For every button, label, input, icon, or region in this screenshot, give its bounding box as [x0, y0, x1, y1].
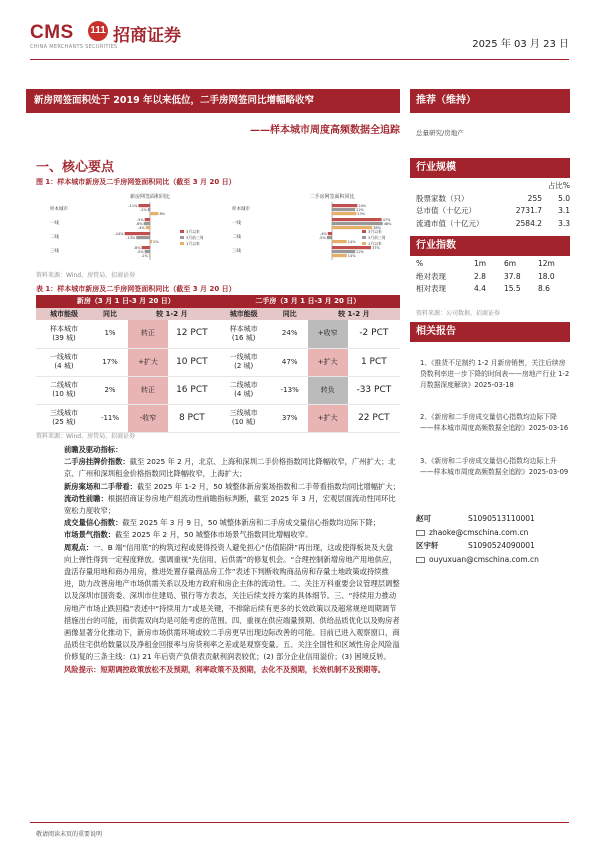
- yoy-cell: 47%: [281, 357, 298, 366]
- data-label: 48%: [383, 222, 392, 226]
- col-change: 较 1-2 月: [338, 309, 370, 318]
- change-tag: +扩大: [308, 404, 348, 432]
- data-label: -2%: [140, 208, 147, 212]
- figure-source: 资料来源：Wind、房管局、招商证券: [36, 272, 136, 279]
- bar: [144, 222, 150, 225]
- city-cell: 三线城市 (10 城): [229, 409, 258, 426]
- pct-cell: -2 PCT: [359, 328, 389, 339]
- legend-label: 3月以来: [368, 229, 382, 234]
- section-title: 一、核心要点: [36, 160, 115, 175]
- bar: [148, 208, 150, 211]
- category-label: 二线: [50, 235, 59, 240]
- table-row: [416, 193, 570, 206]
- bar: [145, 250, 150, 253]
- bar: [136, 236, 150, 239]
- bar: [332, 208, 355, 211]
- header-divider: [30, 59, 569, 60]
- para-text: 根据招商证券房地产组流动性前瞻指标判断，截至 2025 年 3 月，宏观层面流动性同环比宽松力度收窄；: [64, 493, 396, 516]
- change-tag: +收窄: [308, 320, 348, 348]
- legend-swatch: [180, 236, 184, 239]
- industry-index-table: [416, 258, 570, 296]
- legend-swatch: [362, 236, 366, 239]
- legend-label: 1月以来: [368, 241, 382, 246]
- bar-chart-svg: [36, 190, 400, 264]
- bar: [332, 204, 357, 207]
- yoy-cell: 17%: [102, 357, 118, 366]
- legend-label: 3月前三周: [186, 235, 204, 240]
- para-text: 截至 2025 年 2 月，北京、上海和深圳二手价格指数同比降幅收窄，广州扩大；北京、广州和深圳租金价格指数同比降幅收窄，上海扩大；: [64, 457, 396, 479]
- para-text: 一、B 端“信用底”的构筑过程或使得投资人避免担心“估值陷阱”再出现，这或使得板块及大盘向上弹性得到一定程度释放。强调重视“先信用、后供需”的修复机会。“合理控制新增房地产用地供应，盘活存量用地和商办用房，推进处置存量商品房工作”表述下判断收购商品房和存量土地政策或持续推进，助力改善房地产市场供需关系以及地方政府和房企主体的流动性。二、关注万科重要会议管理层调整以及深圳市国资委、深圳市住建局、银行等方表态，关注后续支持方案的具体细节。三、“持续用力推动房地产市场止跌回稳”表述中“持续用力”或是关键，不排除后续有更多的长效政策以及超常规逆周期调节措施出台的可能，而供需双向均是可能考虑的范围。四、重视在供应端量预期、供给品质优化以及购房者画像显著分化推动下，新房市场供需环境或较二手房更早出现边际改善的可能。目前已进入观察窗口，商品质住宅供给数量以及净租金回报率与房贷利率之差或是观察变量。五、关注全国性和区域性房企风险溢价修复的三条主线：(1) 21 年后资产负债表贡献利润表较优；(2) 部分企业信用溢价；(3) 困境反转。: [64, 542, 400, 662]
- table-row: [36, 404, 400, 432]
- logo-subtitle: CHINA MERCHANTS SECURITIES: [30, 44, 118, 50]
- index-col: 6m: [504, 259, 517, 268]
- industry-index-header: 行业指数: [410, 236, 570, 256]
- pct-cell: 10 PCT: [176, 356, 208, 367]
- footer-note: 敬请阅读末页的重要说明: [36, 831, 103, 838]
- body-text: [64, 444, 400, 676]
- city-cell: 样本城市 (39 城): [50, 324, 78, 342]
- index-cell: 相对表现: [416, 284, 446, 293]
- analyst-block: [416, 512, 570, 566]
- bar: [125, 232, 150, 235]
- bar: [332, 226, 372, 229]
- bar: [332, 212, 356, 215]
- bar: [150, 212, 158, 215]
- index-cell: 18.0: [538, 271, 555, 281]
- analyst-name: 赵可: [416, 514, 431, 523]
- col-city: 城市能级: [229, 309, 258, 318]
- legend-swatch: [180, 230, 184, 233]
- scale-unit: 占比%: [547, 181, 570, 190]
- data-table: [36, 295, 400, 433]
- data-label: -4%: [137, 226, 145, 230]
- change-tag: -收窄: [128, 404, 168, 432]
- change-tag: 转正: [128, 320, 168, 348]
- table-source: 资料来源：Wind、房管局、招商证券: [36, 433, 136, 440]
- figure-title: 图 1：样本城市新房及二手房网签面积同比（截至 3 月 20 日）: [36, 178, 236, 186]
- pct-cell: 16 PCT: [176, 384, 208, 395]
- category-label: 三线: [50, 249, 59, 254]
- index-cell: 2.8: [474, 271, 486, 281]
- city-cell: 二线城市 (4 城): [229, 381, 258, 398]
- para-label: 流动性前瞻：: [64, 493, 108, 503]
- change-tag: 转负: [308, 376, 348, 404]
- yoy-cell: 37%: [281, 413, 298, 422]
- industry-scale-header: 行业规模: [410, 158, 570, 178]
- yoy-cell: 24%: [281, 329, 298, 338]
- bar: [332, 218, 382, 221]
- bar: [142, 246, 150, 249]
- bar: [150, 240, 152, 243]
- bar: [332, 246, 371, 249]
- scale-value: 255: [527, 193, 542, 203]
- index-cell: 8.6: [538, 284, 550, 293]
- data-label: -1%: [141, 254, 148, 258]
- pct-cell: 8 PCT: [178, 412, 205, 423]
- index-col: 1m: [474, 259, 487, 268]
- pct-cell: 1 PCT: [360, 356, 387, 367]
- pct-cell: -33 PCT: [356, 384, 392, 395]
- data-label: 22%: [356, 250, 365, 254]
- scale-key: 股票家数（只）: [416, 193, 469, 203]
- city-cell: 二线城市 (10 城): [50, 381, 78, 398]
- data-label: -6%: [135, 222, 143, 226]
- bar: [149, 254, 150, 257]
- analyst-id: S1090513110001: [468, 514, 535, 523]
- table-header-new: 新房（3 月 1 日-3 月 20 日）: [76, 297, 175, 305]
- para-text: 截至 2025 年 2 月，50 城整体市场景气指数同比增幅收窄。: [115, 530, 313, 540]
- index-col: 12m: [538, 259, 555, 268]
- report-subtitle: ——样本城市周度高频数据全追踪: [250, 125, 400, 136]
- category-label: 二线: [232, 235, 241, 240]
- para-text: 截至 2025 年 1-2 月，50 城整体新房案场指数和二手带看指数均同比增幅扩大；: [136, 481, 400, 491]
- para-heading: 前瞻及驱动指标：: [64, 445, 123, 454]
- data-label: -11%: [128, 204, 138, 208]
- para-label: 成交量信心指数：: [64, 518, 123, 528]
- data-label: -5%: [136, 250, 144, 254]
- bar: [327, 236, 332, 239]
- analyst-name: 区宇轩: [416, 541, 439, 550]
- rating-badge: 推荐（维持）: [410, 89, 570, 113]
- related-reports-header: 相关报告: [410, 322, 570, 342]
- change-tag: +扩大: [308, 348, 348, 376]
- change-tag: +扩大: [128, 348, 168, 376]
- data-label: 24%: [358, 204, 367, 208]
- data-label: -5%: [318, 236, 326, 240]
- bar: [332, 250, 355, 253]
- col-yoy: 同比: [103, 309, 117, 318]
- para-text: 截至 2025 年 3 月 9 日，50 城整体新房和二手房成交量信心指数均边际下降；: [122, 518, 381, 528]
- data-label: -24%: [114, 232, 124, 236]
- bar: [332, 254, 347, 257]
- bar: [138, 204, 150, 207]
- report-date: 2025 年 03 月 23 日: [472, 39, 569, 50]
- bar: [145, 218, 150, 221]
- report-category: 总量研究/房地产: [416, 129, 464, 137]
- data-label: 14%: [347, 240, 356, 244]
- analyst-email[interactable]: zhaoke@cmschina.com.cn: [429, 527, 529, 537]
- legend-swatch: [362, 230, 366, 233]
- legend-swatch: [180, 242, 184, 245]
- col-change: 较 1-2 月: [156, 309, 188, 318]
- table-header-old: 二手房（3 月 1 日-3 月 20 日）: [255, 297, 361, 305]
- scale-pct: 3.1: [558, 206, 570, 215]
- data-label: 37%: [372, 246, 380, 250]
- data-label: 8%: [159, 212, 166, 216]
- scale-value: 2731.7: [515, 206, 542, 215]
- risk-text: 短期调控政策放松不及预期，利率政策不及预期，去化不及预期，长效机制不及预期等。: [100, 664, 386, 674]
- data-label: 47%: [382, 218, 391, 222]
- table-row: [416, 271, 570, 284]
- data-label: -4%: [319, 232, 327, 236]
- category-label: 样本城市: [232, 207, 250, 212]
- data-label: 14%: [347, 254, 356, 258]
- index-cell: 4.4: [474, 284, 486, 293]
- related-report-3[interactable]: 3、《新房和二手房成交量信心指数均边际上升——样本城市周度高频数据全追踪》2025-03-09: [420, 457, 569, 476]
- report-title: 新房网签面积处于 2019 年以来低位，二手房网签同比增幅略收窄: [26, 89, 400, 113]
- para-label: 新房案场和二手带看：: [64, 481, 137, 491]
- data-label: 23%: [357, 212, 366, 216]
- yoy-cell: -13%: [280, 385, 299, 394]
- index-cell: 绝对表现: [416, 271, 446, 281]
- related-report-2[interactable]: 2、《新房和二手房成交量信心指数均边际下降——样本城市周度高频数据全追踪》2025-03-16: [420, 413, 569, 432]
- analyst-email[interactable]: ouyuxuan@cmschina.com.cn: [429, 554, 539, 564]
- category-label: 样本城市: [50, 207, 68, 212]
- legend-label: 1月以来: [186, 241, 200, 246]
- city-cell: 一线城市 (2 城): [229, 353, 258, 370]
- chart-title: 新房网签面积同比: [129, 194, 171, 200]
- para-label: 二手房挂牌价指数：: [64, 457, 130, 467]
- data-label: -8%: [133, 246, 141, 250]
- table-row: [416, 205, 570, 218]
- email-icon: [416, 530, 425, 536]
- index-col: %: [416, 259, 424, 268]
- index-source: 资料来源：公司数据、招商证券: [416, 310, 501, 317]
- data-label: 38%: [373, 226, 381, 230]
- table-row: [36, 376, 400, 404]
- footer-divider: [30, 822, 569, 823]
- risk-label: 风险提示：: [64, 664, 101, 674]
- col-yoy: 同比: [282, 309, 297, 318]
- table-row: [416, 218, 570, 231]
- scale-key: 总市值（十亿元）: [416, 206, 476, 215]
- data-label: -13%: [126, 236, 136, 240]
- bar: [332, 222, 383, 225]
- scale-value: 2584.2: [515, 218, 542, 228]
- data-label: 2%: [153, 240, 159, 244]
- index-cell: 37.8: [504, 271, 521, 281]
- table-header-row: [416, 258, 570, 271]
- logo-cms: CMS: [30, 22, 74, 43]
- pct-cell: 22 PCT: [358, 412, 390, 423]
- table-title: 表 1：样本城市新房及二手房网签面积同比（截至 3 月 20 日）: [36, 285, 236, 293]
- related-report-1[interactable]: 1、《推货不足制约 1-2 月新房销售，关注后续房贷数利率进一步下降的时间表——房地产行业 1-2 月数据深度解读》2025-03-18: [420, 359, 570, 389]
- scale-pct: 3.3: [558, 218, 570, 228]
- bar: [328, 232, 332, 235]
- yoy-cell: 2%: [104, 385, 116, 394]
- city-cell: 一线城市 (4 城): [50, 353, 78, 370]
- table-row: [416, 283, 570, 296]
- category-label: 一线: [50, 221, 59, 226]
- category-label: 三线: [232, 249, 241, 254]
- col-city: 城市能级: [50, 309, 78, 318]
- email-icon: [416, 557, 425, 563]
- data-label: -5%: [136, 218, 144, 222]
- logo-cn: 招商证券: [113, 26, 181, 46]
- table-row: [36, 320, 400, 348]
- bar: [332, 240, 347, 243]
- pct-cell: 12 PCT: [176, 328, 208, 339]
- data-label: 22%: [356, 208, 365, 212]
- legend-swatch: [362, 242, 366, 245]
- chart-title: 二手房网签面积同比: [309, 194, 355, 200]
- para-label: 市场景气指数：: [64, 530, 116, 540]
- scale-key: 流通市值（十亿元）: [416, 218, 484, 228]
- logo-mark: 111: [88, 21, 108, 41]
- city-cell: 样本城市 (16 城): [229, 324, 258, 342]
- legend-label: 3月以来: [186, 229, 200, 234]
- analyst-id: S1090524090001: [468, 541, 535, 550]
- table-row: [36, 348, 400, 376]
- figure-1-chart: [36, 190, 400, 264]
- bar: [146, 226, 150, 229]
- city-cell: 三线城市 (25 城): [50, 409, 78, 426]
- index-cell: 15.5: [504, 284, 521, 293]
- category-label: 一线: [232, 221, 241, 226]
- scale-pct: 5.0: [558, 193, 570, 203]
- yoy-cell: -11%: [100, 413, 120, 422]
- legend-label: 3月前三周: [368, 235, 386, 240]
- industry-scale-table: [416, 180, 570, 230]
- yoy-cell: 1%: [104, 329, 116, 338]
- para-label: 周观点：: [64, 542, 94, 552]
- change-tag: 转正: [128, 376, 168, 404]
